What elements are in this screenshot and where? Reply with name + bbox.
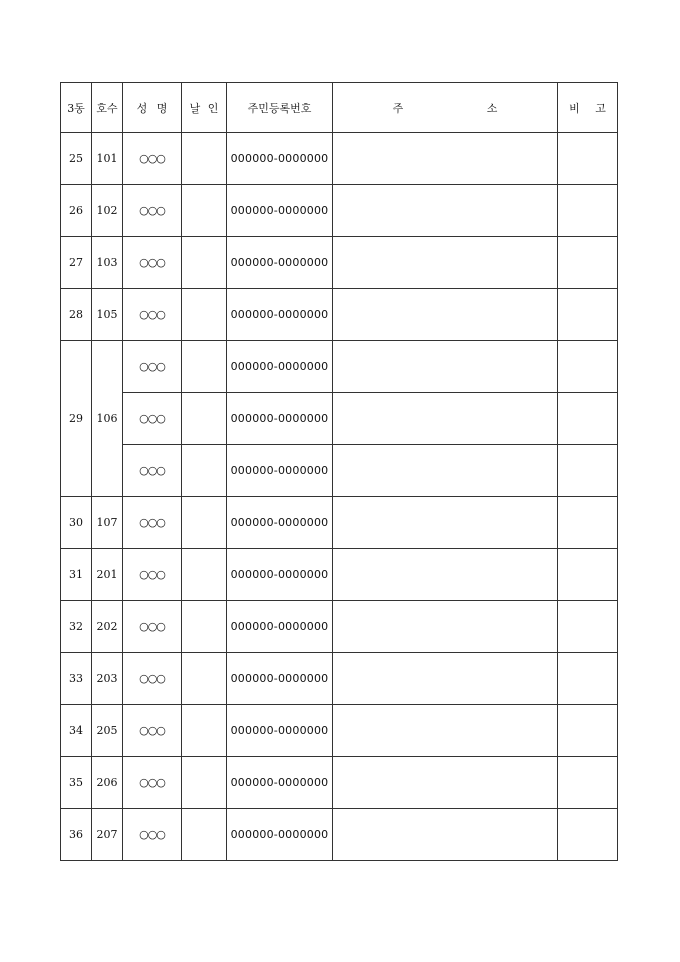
cell-name: ○○○ [123,549,182,601]
cell-dong: 28 [61,289,92,341]
cell-seal[interactable] [182,653,227,705]
header-note: 비 고 [558,83,618,133]
cell-note[interactable] [558,549,618,601]
cell-id-number: 000000-0000000 [227,809,333,861]
cell-name: ○○○ [123,133,182,185]
table-row [61,705,618,757]
cell-ho: 207 [92,809,123,861]
cell-dong: 27 [61,237,92,289]
table-row [61,809,618,861]
cell-note[interactable] [558,393,618,445]
cell-id-number: 000000-0000000 [227,289,333,341]
cell-note[interactable] [558,653,618,705]
cell-note[interactable] [558,809,618,861]
cell-id-number: 000000-0000000 [227,133,333,185]
cell-address[interactable] [333,653,558,705]
header-dong: 3동 [61,83,92,133]
cell-address[interactable] [333,445,558,497]
table-row [61,497,618,549]
cell-dong: 31 [61,549,92,601]
cell-seal[interactable] [182,289,227,341]
cell-id-number: 000000-0000000 [227,705,333,757]
cell-name: ○○○ [123,237,182,289]
cell-name: ○○○ [123,341,182,393]
cell-note[interactable] [558,341,618,393]
cell-ho: 205 [92,705,123,757]
cell-seal[interactable] [182,341,227,393]
table-row [61,289,618,341]
header-row [61,83,618,133]
cell-name: ○○○ [123,393,182,445]
cell-name: ○○○ [123,185,182,237]
cell-dong: 29 [61,341,92,497]
cell-ho: 102 [92,185,123,237]
cell-address[interactable] [333,393,558,445]
cell-dong: 25 [61,133,92,185]
cell-ho: 105 [92,289,123,341]
table-row [61,393,618,445]
cell-note[interactable] [558,237,618,289]
cell-id-number: 000000-0000000 [227,497,333,549]
cell-name: ○○○ [123,757,182,809]
cell-address[interactable] [333,341,558,393]
cell-seal[interactable] [182,601,227,653]
cell-ho: 202 [92,601,123,653]
cell-dong: 35 [61,757,92,809]
cell-ho: 107 [92,497,123,549]
cell-seal[interactable] [182,393,227,445]
cell-address[interactable] [333,185,558,237]
table-row [61,185,618,237]
cell-dong: 32 [61,601,92,653]
cell-id-number: 000000-0000000 [227,445,333,497]
table-row [61,445,618,497]
cell-name: ○○○ [123,445,182,497]
cell-seal[interactable] [182,757,227,809]
header-name: 성 명 [123,83,182,133]
cell-id-number: 000000-0000000 [227,341,333,393]
cell-seal[interactable] [182,497,227,549]
cell-id-number: 000000-0000000 [227,549,333,601]
cell-ho: 206 [92,757,123,809]
resident-register-sheet [60,82,618,861]
cell-seal[interactable] [182,705,227,757]
cell-ho: 201 [92,549,123,601]
cell-seal[interactable] [182,133,227,185]
cell-dong: 26 [61,185,92,237]
cell-address[interactable] [333,809,558,861]
cell-name: ○○○ [123,705,182,757]
table-row [61,549,618,601]
cell-address[interactable] [333,705,558,757]
cell-seal[interactable] [182,185,227,237]
cell-seal[interactable] [182,549,227,601]
cell-note[interactable] [558,133,618,185]
cell-note[interactable] [558,289,618,341]
cell-dong: 34 [61,705,92,757]
table-row [61,237,618,289]
cell-note[interactable] [558,757,618,809]
cell-address[interactable] [333,601,558,653]
table-row [61,601,618,653]
table-row [61,133,618,185]
cell-name: ○○○ [123,497,182,549]
header-id-number: 주민등록번호 [227,83,333,133]
cell-seal[interactable] [182,809,227,861]
cell-note[interactable] [558,445,618,497]
header-address: 주 소 [333,83,558,133]
cell-note[interactable] [558,705,618,757]
register-body [61,133,618,861]
cell-dong: 36 [61,809,92,861]
cell-id-number: 000000-0000000 [227,185,333,237]
cell-name: ○○○ [123,601,182,653]
table-row [61,341,618,393]
cell-ho: 101 [92,133,123,185]
cell-address[interactable] [333,497,558,549]
header-ho: 호수 [92,83,123,133]
cell-seal[interactable] [182,445,227,497]
cell-note[interactable] [558,185,618,237]
table-row [61,653,618,705]
cell-id-number: 000000-0000000 [227,393,333,445]
cell-dong: 33 [61,653,92,705]
cell-address[interactable] [333,237,558,289]
cell-note[interactable] [558,601,618,653]
resident-register-table [60,82,618,861]
cell-note[interactable] [558,497,618,549]
cell-name: ○○○ [123,289,182,341]
cell-id-number: 000000-0000000 [227,237,333,289]
cell-ho: 106 [92,341,123,497]
header-seal: 날 인 [182,83,227,133]
cell-address[interactable] [333,289,558,341]
cell-name: ○○○ [123,809,182,861]
cell-address[interactable] [333,549,558,601]
cell-address[interactable] [333,133,558,185]
table-row [61,757,618,809]
cell-id-number: 000000-0000000 [227,653,333,705]
cell-seal[interactable] [182,237,227,289]
cell-dong: 30 [61,497,92,549]
cell-address[interactable] [333,757,558,809]
cell-ho: 203 [92,653,123,705]
cell-id-number: 000000-0000000 [227,601,333,653]
cell-id-number: 000000-0000000 [227,757,333,809]
cell-name: ○○○ [123,653,182,705]
cell-ho: 103 [92,237,123,289]
